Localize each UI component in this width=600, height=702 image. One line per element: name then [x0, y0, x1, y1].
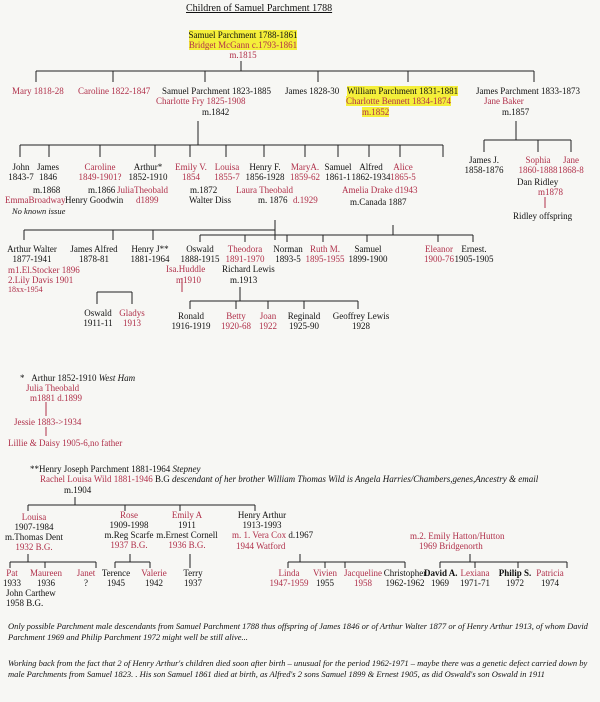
marriage-1910: m1910 [176, 275, 202, 285]
person-terry-1937: Terry 1937 [183, 568, 203, 588]
samuel-1788: Samuel Parchment 1788-1861 [188, 30, 298, 40]
person-john-1843: John 1843-7 [8, 162, 34, 182]
aw-marriage-1: m1.El.Stocker 1896 [8, 265, 80, 275]
person-janet: Janet ? [76, 568, 96, 588]
marriage-1852: m.1852 [362, 107, 390, 117]
spouse-charlotte-bennett: Charlotte Bennett 1834-1874 [346, 96, 451, 106]
spouse-charlotte-fry: Charlotte Fry 1825-1908 [156, 96, 246, 106]
root-couple [173, 30, 313, 60]
ha-marriage-2-place: 1969 Bridgenorth [419, 541, 483, 551]
person-christopher-1962: Christopher 1962-1962 [383, 568, 427, 588]
laura-death: d.1929 [293, 195, 318, 205]
note-male-descendants: Only possible Parchment male descendants from Samuel Parchment 1788 thus offspring of James 1846 or of Arthur Walter 1877 or of Henry Arthur 1913, of whom David Parchment 1969 and Philip Parchment 1972 might well be still alive... [8, 621, 588, 642]
person-emily-1854: Emily V. 1854 [175, 162, 207, 182]
marriage-1842: m.1842 [202, 107, 230, 117]
note-no-issue: No known issue [12, 206, 66, 216]
person-theodora-1891: Theodora 1891-1970 [225, 244, 265, 264]
person-ronald-1916: Ronald 1916-1919 [171, 311, 211, 331]
person-arthur-walter-1877: Arthur Walter 1877-1941 [7, 244, 57, 264]
person-henry-f-1856: Henry F. 1856-1928 [245, 162, 285, 182]
ridley-offspring: Ridley offspring [513, 211, 573, 221]
john-carthew-bg: 1958 B.G. [6, 598, 44, 608]
aw-marriage-3: 18xx-1954 [8, 285, 43, 294]
spouse-john-carthew: John Carthew [6, 588, 56, 598]
person-oswald-1911: Oswald 1911-11 [83, 308, 113, 328]
arthur-note-lillie-daisy: Lillie & Daisy 1905-6,no father [8, 438, 123, 448]
marriage-1913: m.1913 [230, 275, 258, 285]
person-james-alfred-1878: James Alfred 1878-81 [70, 244, 118, 264]
person-alfred-1862: Alfred 1862-1934 [351, 162, 391, 182]
ha-marriage-1: m. 1. Vera Cox d.1967 [232, 530, 314, 540]
spouse-walter-diss: Walter Diss [189, 195, 232, 205]
person-pat-1933: Pat 1933 [3, 568, 21, 588]
person-ernest-1905: Ernest. 1905-1905 [454, 244, 494, 264]
person-emily-a-1911: Emily A 1911 m.Ernest Cornell 1936 B.G. [156, 510, 218, 550]
person-gladys-1913: Gladys 1913 [119, 308, 145, 328]
spouse-dan-ridley: Dan Ridley [517, 177, 559, 187]
marriage-1868: m.1868 [33, 185, 61, 195]
person-lexiana-1971: Lexiana 1971-71 [460, 568, 490, 588]
person-james-j-1858: James J. 1858-1876 [464, 155, 504, 175]
henry-note-header: **Henry Joseph Parchment 1881-1964 Stepney [30, 464, 201, 474]
person-samuel-1823: Samuel Parchment 1823-1885 [162, 86, 271, 96]
person-eleanor-1900: Eleanor 1900-76 [424, 244, 454, 264]
person-james-1833: James Parchment 1833-1873 [476, 86, 580, 96]
person-alice-1865: Alice 1865-5 [390, 162, 416, 182]
person-james-1828: James 1828-30 [285, 86, 340, 96]
spouse-amelia-drake: Amelia Drake d1943 [342, 185, 418, 195]
marriage-canada-1887: m.Canada 1887 [350, 197, 407, 207]
henry-note-marriage: m.1904 [64, 485, 92, 495]
ha-marriage-2: m.2. Emily Hatton/Hutton [410, 531, 505, 541]
person-jacqueline-1958: Jacqueline 1958 [344, 568, 382, 588]
person-vivien-1955: Vivien 1955 [313, 568, 337, 588]
root-marriage: m.1815 [229, 50, 257, 60]
person-arthur-1852: Arthur* 1852-1910 [128, 162, 168, 182]
chart-title: Children of Samuel Parchment 1788 [186, 3, 333, 14]
arthur-note-marriage: m1881 d.1899 [30, 393, 83, 403]
person-patricia-1974: Patricia 1974 [536, 568, 564, 588]
person-jane-1868: Jane 1868-8 [558, 155, 584, 175]
person-louisa-1907: Louisa 1907-1984 m.Thomas Dent 1932 B.G. [5, 512, 63, 552]
spouse-julia-theobald: JuliaTheobald [117, 185, 168, 195]
person-samuel-1899: Samuel 1899-1900 [348, 244, 388, 264]
person-terence-1945: Terence 1945 [101, 568, 131, 588]
marriage-1878: m1878 [538, 187, 564, 197]
person-david-1969: David A. 1969 [424, 568, 458, 588]
person-linda-1947: Linda 1947-1959 [269, 568, 309, 588]
marriage-1866: m.1866 [88, 185, 116, 195]
marriage-1857: m.1857 [502, 107, 530, 117]
spouse-emma-broadway: EmmaBroadway [5, 195, 66, 205]
spouse-isa-huddle: Isa.Huddle [166, 264, 206, 274]
marriage-1872: m.1872 [190, 185, 218, 195]
arthur-note-jessie: Jessie 1883->1934 [14, 417, 82, 427]
person-caroline-1822: Caroline 1822-1847 [78, 86, 151, 96]
person-betty-1920: Betty 1920-68 [221, 311, 251, 331]
spouse-jane-baker: Jane Baker [484, 96, 524, 106]
person-oswald-1888: Oswald 1888-1915 [180, 244, 220, 264]
person-ruth-1895: Ruth M. 1895-1955 [305, 244, 345, 264]
person-reginald-1925: Reginald 1925-90 [287, 311, 321, 331]
person-louisa-1855: Louisa 1855-7 [214, 162, 240, 182]
arthur-note-julia: Julia Theobald [26, 383, 80, 393]
marriage-1876: m. 1876 [258, 195, 288, 205]
person-geoffrey-lewis-1928: Geoffrey Lewis 1928 [332, 311, 390, 331]
note-genetic-defect: Working back from the fact that 2 of Henry Arthur's children died soon after birth – unusual for the period 1962-1971 – maybe there was a genetic defect carried down by male Parchments from Samuel 1823. . His son Samuel 1861 died at birth, as Alfred's 2 sons Samuel 1899 & Ernest 1905, as did Oswald's son Oswald in 1911 [8, 658, 588, 679]
person-henry-j-1881: Henry J** 1881-1964 [130, 244, 170, 264]
person-william-1831: William Parchment 1831-1881 [347, 86, 459, 96]
arthur-note-header: * Arthur 1852-1910 West Ham [20, 373, 136, 383]
person-mary-a-1859: MaryA. 1859-62 [290, 162, 320, 182]
person-caroline-1849: Caroline 1849-1901? [78, 162, 122, 182]
person-rose-1909: Rose 1909-1998 m.Reg Scarfe 1937 B.G. [104, 510, 154, 550]
person-sophia-1860: Sophia 1860-1888 [518, 155, 558, 175]
henry-note-rachel: Rachel Louisa Wild 1881-1946 B.G descendant of her brother William Thomas Wild is Angela Harries/Chambers,genes,Ancestry & email [40, 474, 539, 484]
person-joan-1922: Joan 1922 [259, 311, 277, 331]
spouse-henry-goodwin: Henry Goodwin [65, 195, 124, 205]
person-james-1846: James 1846 [37, 162, 59, 182]
aw-marriage-2: 2.Lily Davis 1901 [8, 275, 74, 285]
person-valerie-1942: Valerie 1942 [141, 568, 167, 588]
person-mary-1818: Mary 1818-28 [12, 86, 64, 96]
bridget-mcgann: Bridget McGann c.1793-1861 [188, 40, 298, 50]
julia-death: d1899 [136, 195, 159, 205]
spouse-richard-lewis: Richard Lewis [222, 264, 275, 274]
person-samuel-1861: Samuel 1861-1 [324, 162, 352, 182]
person-philip-1972: Philip S. 1972 [498, 568, 532, 588]
spouse-laura-theobald: Laura Theobald [236, 185, 294, 195]
person-henry-arthur-1913: Henry Arthur 1913-1993 [237, 510, 287, 530]
ha-marriage-1-place: 1944 Watford [236, 541, 286, 551]
person-maureen-1936: Maureen 1936 [30, 568, 62, 588]
person-norman-1893: Norman 1893-5 [273, 244, 303, 264]
